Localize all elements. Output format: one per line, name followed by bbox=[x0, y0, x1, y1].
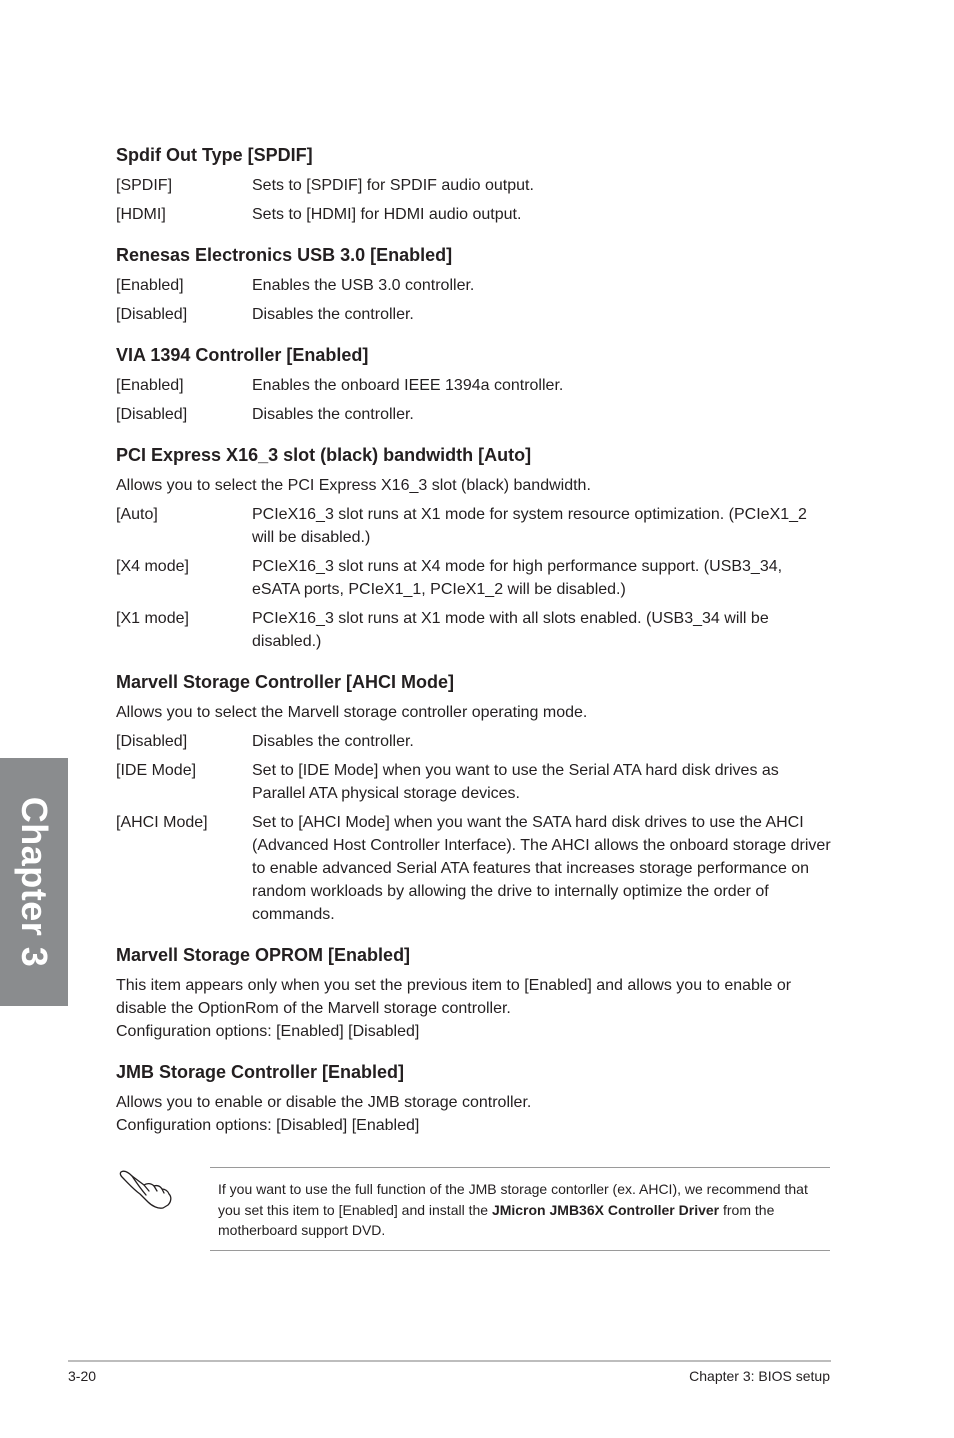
bios-item-section bbox=[116, 444, 832, 653]
option-key: [Disabled] bbox=[116, 306, 188, 323]
option-description: Enables the onboard IEEE 1394a controller. bbox=[252, 377, 564, 394]
description-line: Configuration options: [Disabled] [Enabled] bbox=[116, 1117, 420, 1134]
chapter-tab-label: Chapter 3 bbox=[14, 796, 55, 968]
page-number: 3-20 bbox=[68, 1368, 97, 1384]
option-key: [IDE Mode] bbox=[116, 762, 197, 779]
page-content bbox=[116, 144, 832, 1155]
option-row bbox=[116, 274, 832, 297]
option-description: PCIeX16_3 slot runs at X4 mode for high performance support. (USB3_34, eSATA ports, PCIeX1_1, PCIeX1_2 will be disabled.) bbox=[252, 558, 783, 598]
option-description: PCIeX16_3 slot runs at X1 mode for system resource optimization. (PCIeX1_2 will be disabled.) bbox=[252, 506, 807, 546]
description-line: Allows you to select the Marvell storage controller operating mode. bbox=[116, 704, 588, 721]
option-key: [X4 mode] bbox=[116, 558, 189, 575]
description-line: This item appears only when you set the previous item to [Enabled] and allows you to enable or disable the OptionRom of the Marvell storage controller. bbox=[116, 977, 792, 1017]
note-driver-name: JMicron JMB36X Controller Driver bbox=[491, 1201, 720, 1218]
option-description: Disables the controller. bbox=[252, 406, 414, 423]
option-key: [Auto] bbox=[116, 506, 158, 523]
option-row bbox=[116, 811, 832, 926]
bios-item-title: Spdif Out Type [SPDIF] bbox=[116, 145, 313, 165]
bios-item-section bbox=[116, 244, 832, 326]
option-description: Set to [IDE Mode] when you want to use the Serial ATA hard disk drives as Parallel ATA physical storage devices. bbox=[252, 762, 779, 802]
option-row bbox=[116, 303, 832, 326]
description-line: Configuration options: [Enabled] [Disabled] bbox=[116, 1023, 420, 1040]
option-key: [Disabled] bbox=[116, 733, 188, 750]
description-paragraph bbox=[116, 474, 832, 497]
option-description: PCIeX16_3 slot runs at X1 mode with all slots enabled. (USB3_34 will be disabled.) bbox=[252, 610, 769, 650]
option-key: [SPDIF] bbox=[116, 177, 173, 194]
bios-item-title: Renesas Electronics USB 3.0 [Enabled] bbox=[116, 245, 453, 265]
note-box bbox=[210, 1167, 830, 1251]
bios-item-title: Marvell Storage Controller [AHCI Mode] bbox=[116, 672, 455, 692]
option-key: [Enabled] bbox=[116, 277, 184, 294]
bios-item-title: Marvell Storage OPROM [Enabled] bbox=[116, 945, 411, 965]
option-row bbox=[116, 203, 832, 226]
option-description: Set to [AHCI Mode] when you want the SATA hard disk drives to use the AHCI (Advanced Host Controller Interface). The AHCI allows the onboard storage driver to enable advanced Serial ATA features that increases storage performance on random workloads by allowing the drive to internally optimize the order of commands. bbox=[252, 814, 831, 923]
option-description: Sets to [HDMI] for HDMI audio output. bbox=[252, 206, 522, 223]
footer-chapter-label: Chapter 3: BIOS setup bbox=[689, 1368, 830, 1384]
option-row bbox=[116, 730, 832, 753]
option-row bbox=[116, 174, 832, 197]
note-text-end: from the motherboard support DVD. bbox=[218, 1201, 775, 1238]
hand-pointing-icon bbox=[118, 1168, 174, 1210]
bios-item-section bbox=[116, 1061, 832, 1137]
bios-item-title: JMB Storage Controller [Enabled] bbox=[116, 1062, 405, 1082]
option-row bbox=[116, 607, 832, 653]
description-line: Allows you to select the PCI Express X16_3 slot (black) bandwidth. bbox=[116, 477, 591, 494]
bios-item-section bbox=[116, 144, 832, 226]
option-description: Sets to [SPDIF] for SPDIF audio output. bbox=[252, 177, 534, 194]
bios-item-title: VIA 1394 Controller [Enabled] bbox=[116, 345, 369, 365]
option-row bbox=[116, 759, 832, 805]
option-row bbox=[116, 374, 832, 397]
footer-rule bbox=[68, 1360, 831, 1362]
bios-item-section bbox=[116, 944, 832, 1043]
option-key: [AHCI Mode] bbox=[116, 814, 208, 831]
description-paragraph bbox=[116, 1091, 832, 1137]
bios-item-section bbox=[116, 671, 832, 926]
option-description: Disables the controller. bbox=[252, 733, 414, 750]
option-description: Disables the controller. bbox=[252, 306, 414, 323]
description-paragraph bbox=[116, 701, 832, 724]
description-paragraph bbox=[116, 974, 832, 1043]
chapter-tab bbox=[0, 758, 68, 1006]
option-row bbox=[116, 555, 832, 601]
option-row bbox=[116, 503, 832, 549]
bios-item-title: PCI Express X16_3 slot (black) bandwidth [Auto] bbox=[116, 445, 532, 465]
option-key: [Enabled] bbox=[116, 377, 184, 394]
note-text: If you want to use the full function of the JMB storage contorller (ex. AHCI), we recommend that you set this item to [Enabled] and install the bbox=[218, 1181, 808, 1218]
option-row bbox=[116, 403, 832, 426]
description-line: Allows you to enable or disable the JMB storage controller. bbox=[116, 1094, 532, 1111]
bios-item-section bbox=[116, 344, 832, 426]
option-description: Enables the USB 3.0 controller. bbox=[252, 277, 475, 294]
option-key: [Disabled] bbox=[116, 406, 188, 423]
option-key: [X1 mode] bbox=[116, 610, 189, 627]
option-key: [HDMI] bbox=[116, 206, 166, 223]
